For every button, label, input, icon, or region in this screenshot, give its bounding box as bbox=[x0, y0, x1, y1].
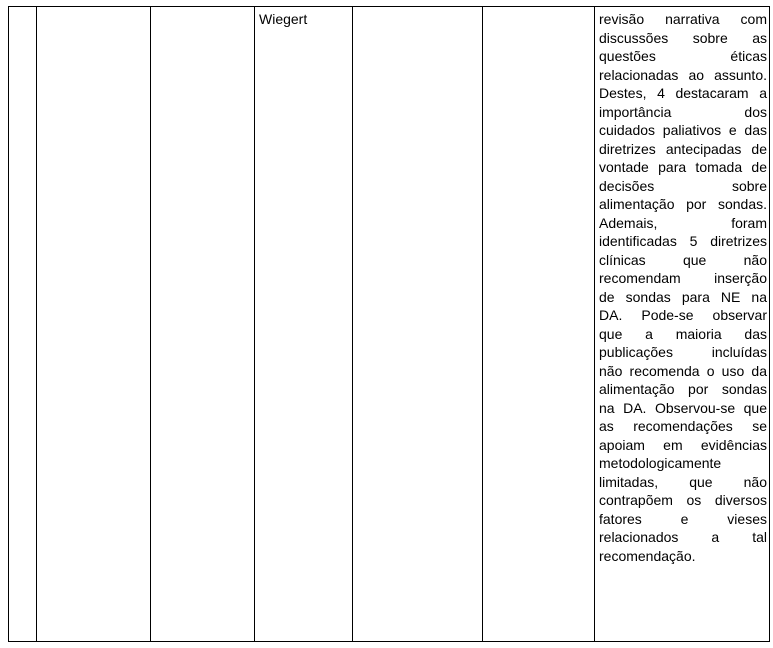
summary-line: diretrizes antecipadas de bbox=[599, 140, 767, 157]
summary-line: as recomendações se bbox=[599, 418, 767, 434]
summary-line: contrapõem os diversos bbox=[599, 492, 767, 508]
summary-line: importância dos bbox=[599, 103, 767, 120]
summary-line: alimentação por sondas bbox=[599, 381, 767, 397]
summary-line: identificadas 5 diretrizes bbox=[599, 233, 767, 249]
summary-line: fatores e vieses bbox=[599, 510, 767, 527]
summary-line: vontade para tomada de bbox=[599, 159, 767, 175]
table-cell-col3 bbox=[151, 7, 255, 641]
table-cell-col2 bbox=[37, 7, 151, 641]
summary-line: cuidados paliativos e das bbox=[599, 122, 767, 138]
summary-line: DA. Pode-se observar bbox=[599, 307, 767, 323]
summary-line: discussões sobre as bbox=[599, 29, 767, 46]
summary-line: alimentação por sondas. bbox=[599, 196, 767, 212]
summary-line: questões éticas bbox=[599, 48, 767, 64]
summary-line: Destes, 4 destacaram a bbox=[599, 85, 767, 101]
summary-line: que a maioria das bbox=[599, 325, 767, 342]
summary-text bbox=[595, 7, 771, 568]
summary-line: metodologicamente bbox=[599, 455, 722, 471]
summary-line: recomendam inserção bbox=[599, 270, 767, 286]
summary-line: decisões sobre bbox=[599, 177, 767, 194]
summary-line: apoiam em evidências bbox=[599, 436, 767, 453]
table-cell-index bbox=[9, 7, 37, 641]
summary-line: relacionados a tal bbox=[599, 529, 767, 545]
table-cell-summary bbox=[595, 7, 771, 641]
summary-line: limitadas, que não bbox=[599, 473, 767, 490]
table-cell-col5 bbox=[353, 7, 483, 641]
summary-line: na DA. Observou-se que bbox=[599, 399, 767, 416]
author-text: Wiegert bbox=[259, 11, 308, 27]
summary-line: recomendação. bbox=[599, 547, 696, 564]
summary-line: relacionadas ao assunto. bbox=[599, 66, 767, 83]
summary-line: publicações incluídas bbox=[599, 344, 767, 360]
summary-line: não recomenda o uso da bbox=[599, 362, 767, 379]
summary-line: Ademais, foram bbox=[599, 214, 767, 231]
table-cell-author bbox=[255, 7, 353, 641]
table-cell-col6 bbox=[483, 7, 595, 641]
summary-line: revisão narrativa com bbox=[599, 11, 767, 27]
summary-line: clínicas que não bbox=[599, 251, 767, 268]
study-table bbox=[8, 6, 770, 642]
summary-line: de sondas para NE na bbox=[599, 288, 767, 305]
